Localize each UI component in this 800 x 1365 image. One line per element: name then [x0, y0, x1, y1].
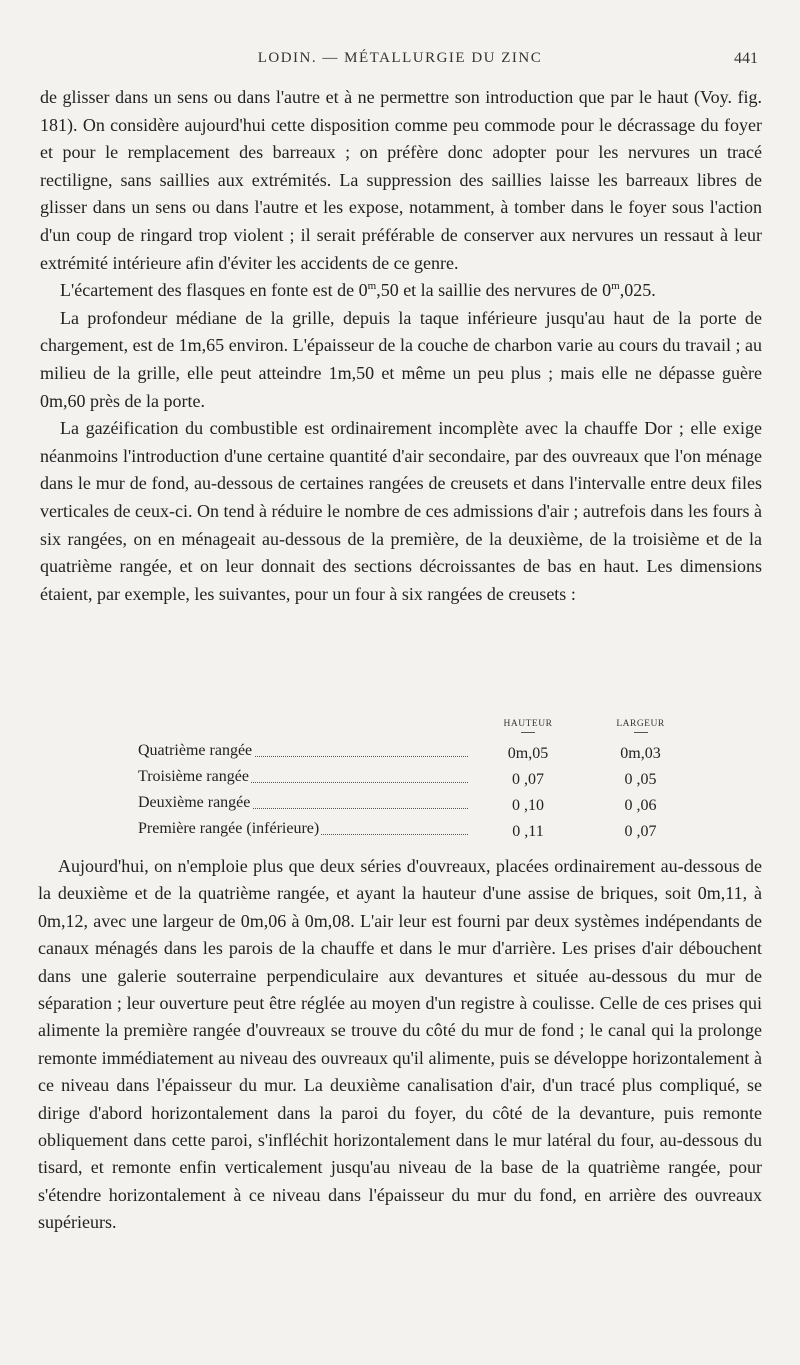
row-label-text: Quatrième rangée	[138, 742, 253, 759]
text-run: L'écartement des flasques en fonte est de 0	[60, 280, 368, 301]
unit-superscript: m	[367, 280, 377, 293]
table-header-row	[138, 719, 698, 741]
running-title: LODIN. — MÉTALLURGIE DU ZINC	[257, 50, 543, 66]
table-row	[138, 741, 698, 767]
body-text-top	[40, 84, 762, 608]
table	[138, 719, 698, 845]
paragraph: La gazéification du combustible est ordinairement incomplète avec la chauffe Dor ; elle exige néanmoins l'introduction d'une certaine quantité d'air secondaire, par des ouvreaux que l'on ménage dans le mur de fond, au-dessous de certaines rangées de creusets et dans l'intervalle entre deux files verticales de ceux-ci. On tend à réduire le nombre de ces admissions d'air ; autrefois dans les fours à six rangées, on en ménageait au-dessous de la première, de la deuxième, de la troisième et de la quatrième rangée, et on leur donnait des sections décroissantes de bas en haut. Les dimensions étaient, par exemple, les suivantes, pour un four à six rangées de creusets :	[40, 418, 762, 604]
header-rule	[634, 732, 648, 733]
hauteur-cell: 0 ,07	[512, 771, 544, 788]
row-label-text: Deuxième rangée	[138, 794, 251, 811]
largeur-cell: 0 ,06	[624, 797, 657, 814]
row-label	[138, 767, 473, 793]
table-row	[138, 767, 698, 793]
text-run: ,50 et la saillie des nervures de 0	[376, 280, 612, 301]
row-label	[138, 819, 473, 845]
paragraph: de glisser dans un sens ou dans l'autre et à ne permettre son introduction que par le haut (Voy. fig. 181). On considère aujourd'hui cette disposition comme peu commode pour le décrassage du foyer et pour le remplacement des barreaux ; on préfère donc adopter pour les nervures un tracé rectiligne, sans saillies aux extrémités. La suppression des saillies laisse les barreaux libres de glisser dans un sens ou dans l'autre et les expose, notamment, à tomber dans le foyer sous l'action d'un coup de ringard trop violent ; il serait préférable de conserver aux nervures un ressaut à leur extrémité intérieure afin d'éviter les accidents de ce genre.	[40, 87, 762, 273]
header-hauteur	[473, 719, 583, 741]
running-head	[0, 50, 800, 74]
header-label-cell	[138, 719, 473, 741]
table-row	[138, 819, 698, 845]
text-run: ,025.	[619, 280, 656, 301]
hauteur-cell: 0m,05	[507, 745, 549, 762]
paragraph	[40, 277, 762, 305]
dimensions-table	[138, 719, 698, 845]
header-hauteur-label: HAUTEUR	[503, 719, 553, 729]
page-number: 441	[734, 50, 758, 67]
hauteur-cell: 0 ,10	[512, 797, 544, 814]
paragraph: Aujourd'hui, on n'emploie plus que deux séries d'ouvreaux, placées ordinairement au-dessous de la deuxième et de la quatrième rangée, et ayant la hauteur d'une assise de briques, soit 0m,11, à 0m,12, avec une largeur de 0m,06 à 0m,08. L'air leur est fourni par deux systèmes indépendants de canaux ménagés dans les parois de la chauffe et dans le mur d'arrière. Les prises d'air débouchent dans une galerie souterraine perpendiculaire aux devantures et située au-dessous du mur de séparation ; leur ouverture peut être réglée au moyen d'un registre à coulisse. Celle de ces prises qui alimente la première rangée d'ouvreaux se trouve du côté du mur de fond ; le canal qui la prolonge remonte immédiatement au niveau des ouvreaux qu'il alimente, puis se développe horizontalement à ce niveau dans l'épaisseur du mur. La deuxième canalisation d'air, d'un tracé plus compliqué, se dirige d'abord horizontalement dans la paroi du foyer, du côté de la devanture, puis remonte obliquement dans cette paroi, s'infléchit horizontalement dans le mur latéral du four, au-dessous du tisard, et remonte enfin verticalement jusqu'au niveau de la base de la quatrième rangée, pour s'étendre horizontalement à ce niveau dans l'épaisseur du mur du fond, en arrière des ouvreaux supérieurs.	[38, 856, 762, 1233]
header-rule	[521, 732, 535, 733]
row-label	[138, 793, 473, 819]
hauteur-cell: 0 ,11	[512, 823, 544, 840]
body-text-bottom	[38, 853, 762, 1237]
row-label	[138, 741, 473, 767]
unit-superscript: m	[611, 280, 620, 293]
row-label-text: Troisième rangée	[138, 768, 249, 785]
largeur-cell: 0 ,07	[624, 823, 657, 840]
row-label-text: Première rangée (inférieure)	[138, 820, 320, 837]
largeur-cell: 0 ,05	[624, 771, 657, 788]
table-row	[138, 793, 698, 819]
header-largeur	[583, 719, 698, 741]
paragraph: La profondeur médiane de la grille, depuis la taque inférieure jusqu'au haut de la porte de chargement, est de 1m,65 environ. L'épaisseur de la couche de charbon varie au cours du travail ; au milieu de la grille, elle peut atteindre 1m,50 et même un peu plus ; mais elle ne dépasse guère 0m,60 près de la porte.	[40, 307, 762, 411]
largeur-cell: 0m,03	[620, 745, 661, 762]
header-largeur-label: LARGEUR	[616, 719, 665, 729]
